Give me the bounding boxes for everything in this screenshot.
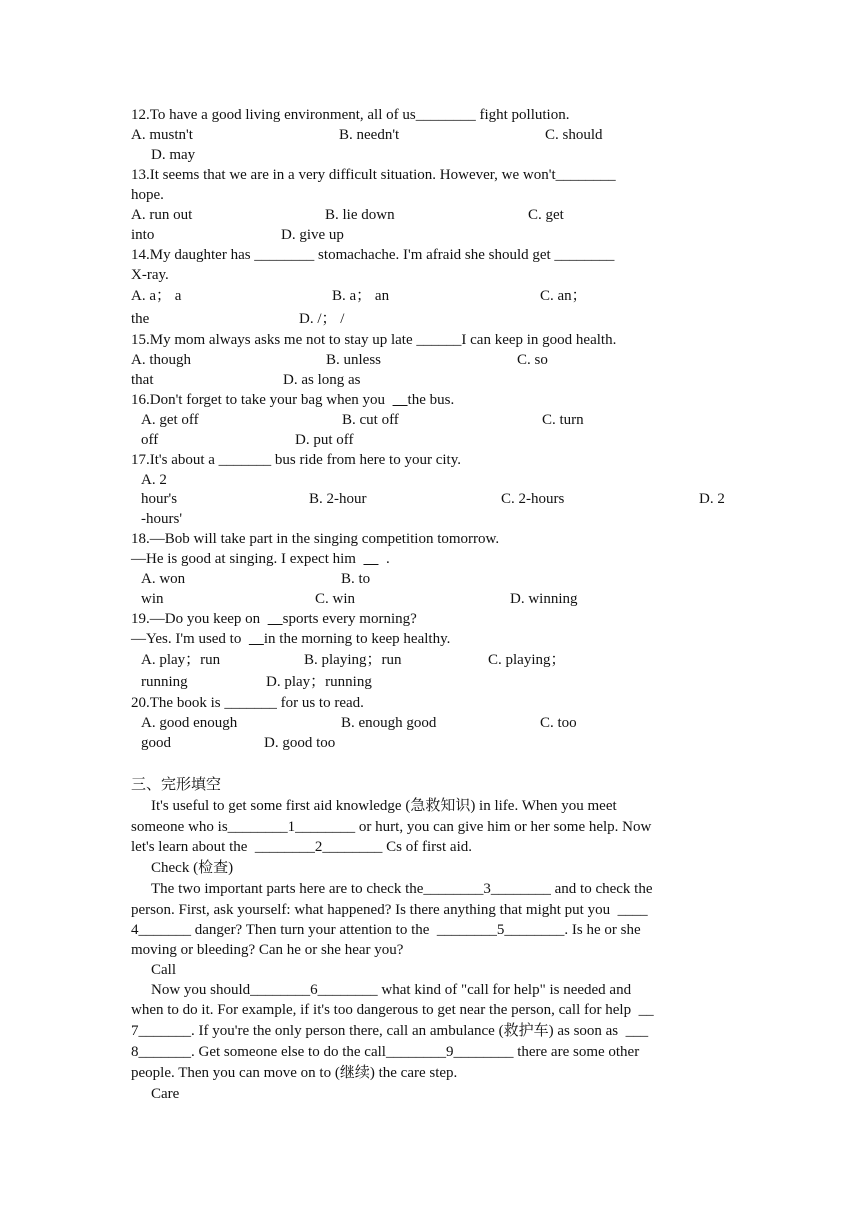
q19-option-b: B. playing；run bbox=[304, 652, 402, 668]
q14-option-c: C. an； bbox=[540, 288, 587, 304]
q17-option-a-cont: hour's bbox=[141, 491, 178, 507]
passage-line: It's useful to get some first aid knowledge (急救知识) in life. When you meet bbox=[151, 798, 617, 814]
q13-option-c: C. get bbox=[528, 207, 564, 223]
q16-option-c: C. turn bbox=[542, 412, 584, 428]
q19-blank1 bbox=[268, 611, 283, 627]
q12-option-c: C. should bbox=[545, 127, 603, 143]
passage-line: 4_______ danger? Then turn your attention to the ________5________. Is he or she bbox=[131, 922, 641, 938]
q15-option-b: B. unless bbox=[326, 352, 382, 368]
passage-line: 8_______. Get someone else to do the call________9________ there are some other bbox=[131, 1044, 640, 1060]
q19-stem1-start: 19.—Do you keep on bbox=[131, 611, 261, 627]
q12-stem: 12.To have a good living environment, all of us________ fight pollution. bbox=[131, 107, 570, 123]
q19-stem-line2 bbox=[131, 630, 450, 648]
q19-stem1-end: sports every morning? bbox=[282, 611, 417, 627]
q18-stem-start: —He is good at singing. I expect him bbox=[131, 551, 356, 567]
q18-stem-line1: 18.—Bob will take part in the singing competition tomorrow. bbox=[131, 531, 500, 547]
section-heading: 三、完形填空 bbox=[131, 775, 222, 793]
q19-option-c-cont: running bbox=[141, 674, 188, 690]
q16-stem-start: 16.Don't forget to take your bag when you bbox=[131, 392, 386, 408]
q14-option-b: B. a； an bbox=[332, 288, 390, 304]
passage-subheading: Check (检查) bbox=[151, 860, 234, 876]
q14-option-c-cont: the bbox=[131, 311, 150, 327]
q20-option-c-cont: good bbox=[141, 735, 171, 751]
q19-option-a: A. play；run bbox=[141, 652, 221, 668]
q20-option-b: B. enough good bbox=[341, 715, 437, 731]
q16-option-a: A. get off bbox=[141, 412, 199, 428]
q13-option-b: B. lie down bbox=[325, 207, 395, 223]
q15-option-c: C. so bbox=[517, 352, 548, 368]
q19-stem-line1 bbox=[131, 610, 417, 628]
q19-stem2-end: in the morning to keep healthy. bbox=[263, 631, 451, 647]
q20-option-a: A. good enough bbox=[141, 715, 238, 731]
q16-option-b: B. cut off bbox=[342, 412, 399, 428]
passage-subheading: Call bbox=[151, 962, 176, 978]
q18-stem-end: . bbox=[385, 551, 390, 567]
q18-blank bbox=[363, 551, 378, 567]
q17-option-c: C. 2-hours bbox=[501, 491, 565, 507]
q18-stem-line2 bbox=[131, 550, 390, 568]
q13-option-a: A. run out bbox=[131, 207, 193, 223]
passage-subheading: Care bbox=[151, 1086, 180, 1102]
q14-option-d: D. /； / bbox=[299, 311, 345, 327]
q14-option-a: A. a； a bbox=[131, 288, 182, 304]
passage-line: someone who is________1________ or hurt, you can give him or her some help. Now bbox=[131, 819, 652, 835]
q15-stem: 15.My mom always asks me not to stay up late ______I can keep in good health. bbox=[131, 332, 617, 348]
q18-option-b: B. to bbox=[341, 571, 371, 587]
passage-line: let's learn about the ________2________ Cs of first aid. bbox=[131, 839, 472, 855]
q16-option-c-cont: off bbox=[141, 432, 159, 448]
passage-line: moving or bleeding? Can he or she hear you? bbox=[131, 942, 404, 958]
q16-stem-end: the bus. bbox=[407, 392, 455, 408]
q20-option-c: C. too bbox=[540, 715, 577, 731]
q17-option-d-cont: -hours' bbox=[141, 511, 183, 527]
q15-option-d: D. as long as bbox=[283, 372, 361, 388]
q12-option-d: D. may bbox=[151, 147, 196, 163]
q19-option-d: D. play；running bbox=[266, 674, 372, 690]
passage-line: person. First, ask yourself: what happened? Is there anything that might put you ____ bbox=[131, 902, 648, 918]
q17-stem: 17.It's about a _______ bus ride from here to your city. bbox=[131, 452, 461, 468]
q14-stem-line2: X-ray. bbox=[131, 267, 169, 283]
q12-option-b: B. needn't bbox=[339, 127, 400, 143]
passage-line: people. Then you can move on to (继续) the care step. bbox=[131, 1065, 458, 1081]
q18-option-b-cont: win bbox=[141, 591, 164, 607]
passage-line: Now you should________6________ what kind of "call for help" is needed and bbox=[151, 982, 632, 998]
q16-option-d: D. put off bbox=[295, 432, 354, 448]
q17-option-a: A. 2 bbox=[141, 472, 167, 488]
q13-stem-line1: 13.It seems that we are in a very difficult situation. However, we won't________ bbox=[131, 167, 616, 183]
q14-stem-line1: 14.My daughter has ________ stomachache. I'm afraid she should get ________ bbox=[131, 247, 615, 263]
q18-option-a: A. won bbox=[141, 571, 186, 587]
q17-option-b: B. 2-hour bbox=[309, 491, 367, 507]
q18-option-c: C. win bbox=[315, 591, 356, 607]
q15-option-c-cont: that bbox=[131, 372, 154, 388]
q15-option-a: A. though bbox=[131, 352, 191, 368]
passage-line: The two important parts here are to check the________3________ and to check the bbox=[151, 881, 653, 897]
q19-stem2-start: —Yes. I'm used to bbox=[131, 631, 242, 647]
q16-blank bbox=[393, 392, 408, 408]
q16-stem bbox=[131, 391, 454, 409]
q13-option-d: D. give up bbox=[281, 227, 344, 243]
q19-blank2 bbox=[249, 631, 264, 647]
passage-line: when to do it. For example, if it's too dangerous to get near the person, call for help __ bbox=[131, 1002, 654, 1018]
q19-option-c: C. playing； bbox=[488, 652, 566, 668]
q17-option-d: D. 2 bbox=[699, 491, 725, 507]
q13-stem-line2: hope. bbox=[131, 187, 164, 203]
q18-option-d: D. winning bbox=[510, 591, 578, 607]
q20-option-d: D. good too bbox=[264, 735, 336, 751]
q12-option-a: A. mustn't bbox=[131, 127, 193, 143]
q20-stem: 20.The book is _______ for us to read. bbox=[131, 695, 364, 711]
passage-line: 7_______. If you're the only person there, call an ambulance (救护车) as soon as ___ bbox=[131, 1023, 649, 1039]
q13-option-c-cont: into bbox=[131, 227, 155, 243]
